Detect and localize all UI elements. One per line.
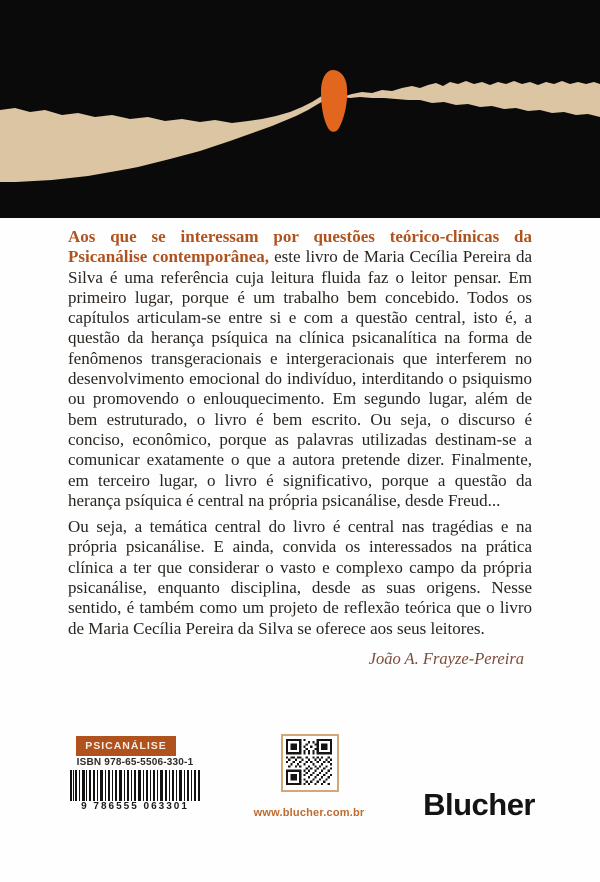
- back-cover-review: [68, 227, 532, 669]
- qr-code-icon: [286, 739, 332, 785]
- review-paragraph-1: [68, 227, 532, 511]
- ean13-barcode-icon: [70, 770, 200, 801]
- qr-code-frame: [281, 734, 339, 792]
- review-paragraph-1-body: este livro de Maria Cecília Pereira da Silva é uma referência cuja leitura fluida faz o leitor pensar. Em primeiro lugar, porque é um trabalho bem concebido. Todos os capítulos articulam-se entre si e com a questão central, isto é, a questão da herança psíquica na clínica psicanalítica na forma de fenômenos transgeracionais e intergeracionais que interferem no desenvolvimento emocional do indivíduo, interditando o psiquismo ou promovendo o enlouquecimento. Em segundo lugar, além de bem estruturado, o livro é bem escrito. Ou seja, o discurso é conciso, econômico, porque as palavras utilizadas destinam-se a comunicar exatamente o que a autora pretende dizer. Finalmente, em terceiro lugar, o livro é significativo, porque a questão da herança psíquica é central na própria psicanálise, desde Freud...: [68, 247, 533, 510]
- cover-top-banner: [0, 0, 600, 218]
- review-highlight: Aos que se interessam por questões teórico-clínicas da Psicanálise contemporânea,: [68, 227, 532, 267]
- publisher-website: www.blucher.com.br: [253, 807, 365, 819]
- torn-paper-left-icon: [0, 94, 327, 182]
- review-paragraph-2: Ou seja, a temática central do livro é central nas tragédias e na própria psicanálise. E ainda, convida os interessados na prática clínica a ter que considerar o vasto e complexo campo da própria psicanálise, enquanto disciplina, desde as suas origens. Nesse sentido, é também como um projeto de reflexão teórica que o livro de Maria Cecília Pereira da Silva se oferece aos seus leitores.: [68, 517, 532, 638]
- reviewer-signature: João A. Frayze-Pereira: [368, 648, 524, 668]
- ean-digits: 9 786555 063301: [81, 801, 189, 812]
- publisher-logo: Blucher: [423, 787, 535, 822]
- torn-paper-right-icon: [342, 81, 600, 117]
- orange-brush-stroke-icon: [321, 70, 347, 132]
- isbn-label: ISBN 978-65-5506-330-1: [76, 757, 194, 768]
- torn-paper-collage: [0, 0, 600, 218]
- category-badge: PSICANÁLISE: [76, 736, 176, 756]
